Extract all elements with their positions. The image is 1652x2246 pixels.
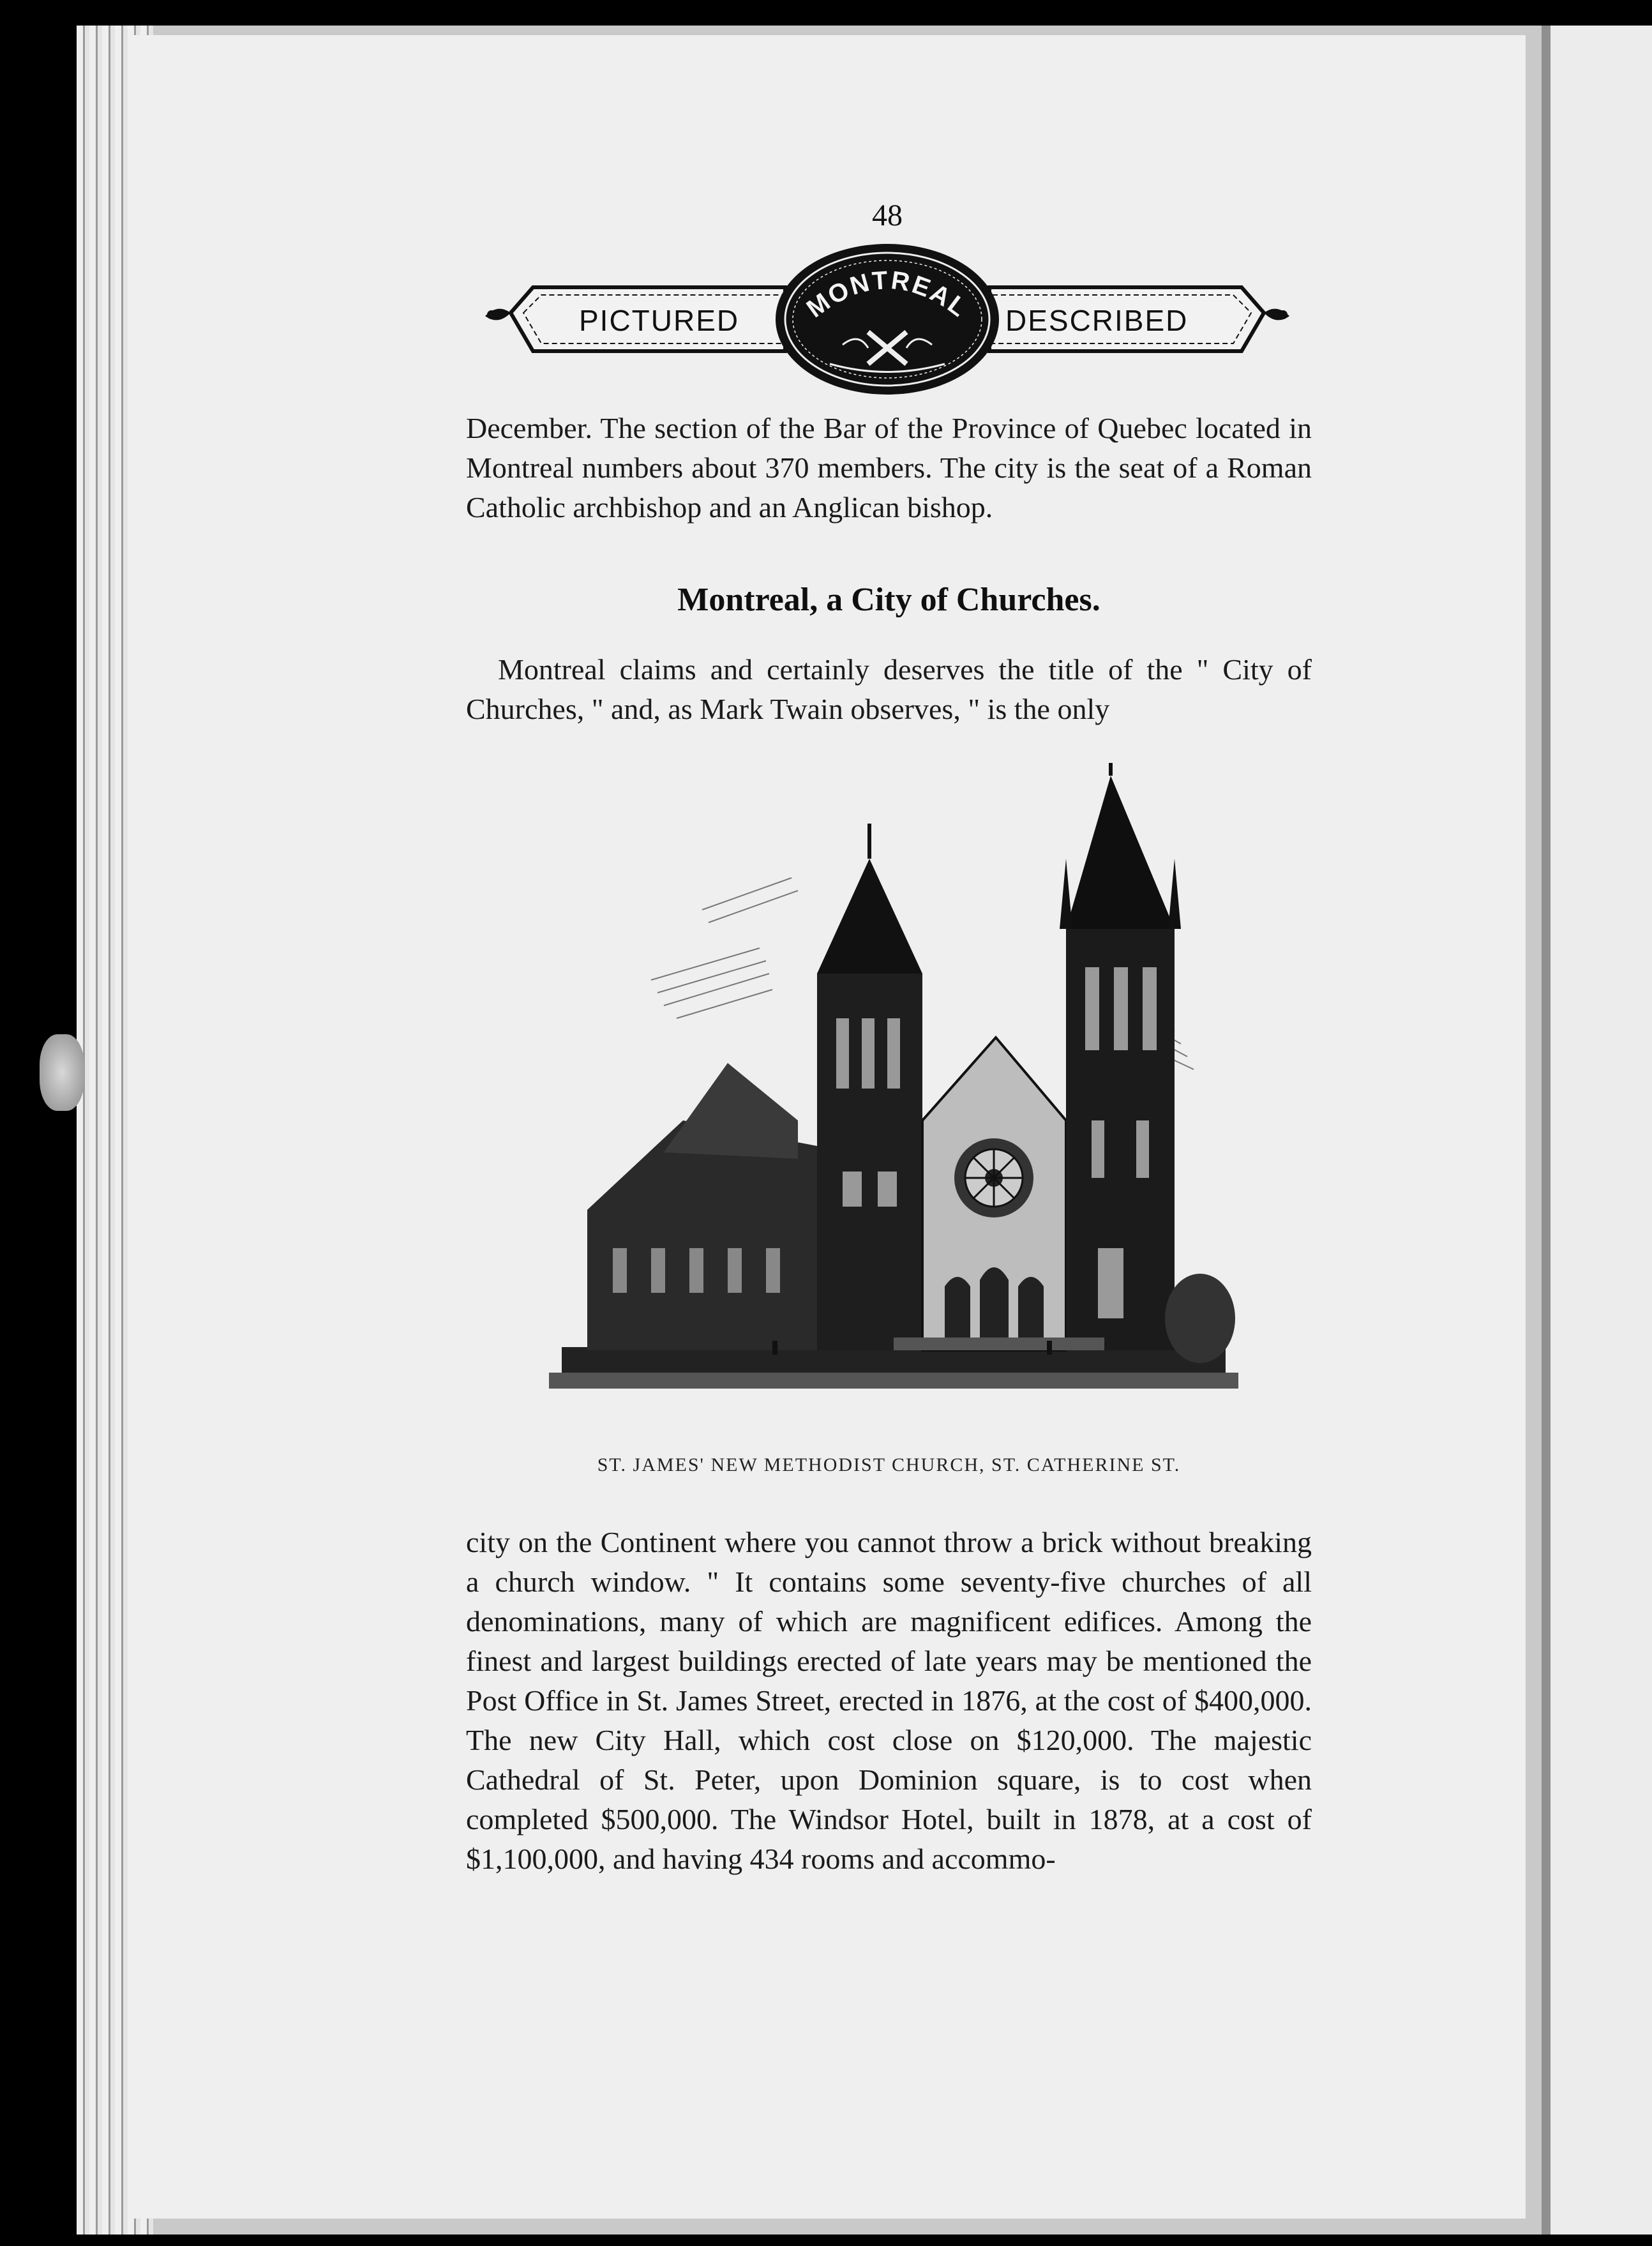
- church-illustration: [549, 763, 1238, 1440]
- facing-page-edge: [1542, 26, 1652, 2235]
- emblem-text: MONTREAL: [801, 266, 973, 324]
- banner-left-label: PICTURED: [579, 304, 740, 337]
- paragraph-bar-members: December. The section of the Bar of the Province of Quebec located in Montreal numbers about 370 members. The city is the seat of a Roman Catholic archbishop and an Anglican bishop.: [466, 412, 1312, 524]
- section-heading: Montreal, a City of Churches.: [677, 582, 1100, 618]
- page-number: 48: [872, 199, 903, 232]
- church-engraving: [549, 763, 1238, 1440]
- banner-right-label: DESCRIBED: [1005, 304, 1189, 337]
- paragraph-city-of-churches: Montreal claims and certainly deserves the title of the " City of Churches, " and, as Mark Twain observes, " is the only: [466, 653, 1312, 725]
- binding-clip: [40, 1034, 84, 1111]
- header-banner: [485, 243, 1289, 399]
- paragraph-continent-churches: city on the Continent where you cannot throw a brick without breaking a church window. " It contains some seventy-five churches of all denominations, many of which are magnificent edifices. Among the finest and largest buildings erected of late years may be mentioned the Post Office in St. James Street, erected in 1876, at the cost of $400,000. The new City Hall, which cost close on $120,000. The majestic Cathedral of St. Peter, upon Dominion square, is to cost when completed $500,000. The Windsor Hotel, built in 1878, at a cost of $1,100,000, and having 434 rooms and accommo-: [466, 1526, 1312, 1875]
- illustration-caption: ST. JAMES' NEW METHODIST CHURCH, ST. CATHERINE ST.: [597, 1454, 1181, 1475]
